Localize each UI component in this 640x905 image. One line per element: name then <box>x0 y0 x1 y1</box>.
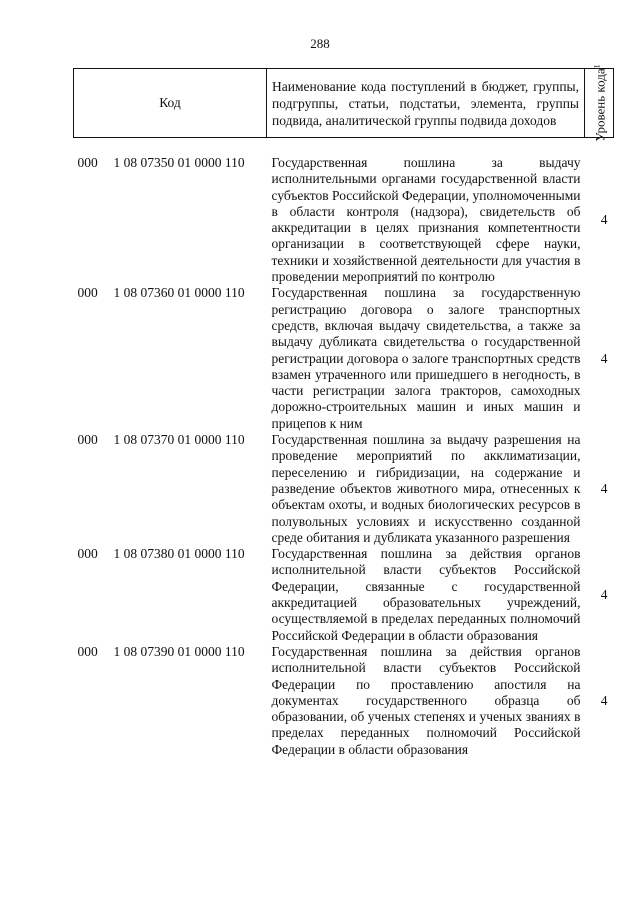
row-name: Государственная пошлина за выдачу исполнительными органами государственной власти субъектов Российской Федерации, уполномоченными в области контроля (надзора), свидетельств об аккредитации в целях признания компетентности организации в соответствующей сфере науки, техники и хозяйственной деятельности для участия в проведении мероприятий по контролю <box>271 155 581 285</box>
table-row <box>74 285 614 432</box>
header-level <box>585 64 614 142</box>
row-admin-code: 000 <box>77 432 98 448</box>
row-level: 4 <box>600 212 608 228</box>
row-name: Государственная пошлина за действия органов исполнительной власти субъектов Российской Федерации, связанные с государственной аккредитацией образовательных учреждений, осуществляемой в пределах переданных полномочий Российской Федерации в области образования <box>271 546 581 643</box>
row-name: Государственная пошлина за государственную регистрацию договора о залоге транспортных средств, включая выдачу свидетельства, а также за выдачу дубликата свидетельства о государственной регистрации договора о залоге транспортных средств взамен утраченного или пришедшего в негодность, в части регистрации залога тракторов, самоходных дорожно-строительных машин и иных машин и прицепов к ним <box>271 285 581 431</box>
revenue-codes-table <box>73 64 614 758</box>
row-level: 4 <box>600 350 608 366</box>
row-level: 4 <box>600 692 608 708</box>
table-header <box>74 64 614 142</box>
table-row <box>74 546 614 644</box>
header-level-footnote: 1 <box>592 64 602 69</box>
table-row <box>74 644 614 758</box>
row-name: Государственная пошлина за выдачу разрешения на проведение мероприятий по акклиматизации, переселению и гибридизации, на содержание и разведение объектов животного мира, отнесенных к объектам охоты, и водных биологических ресурсов в полувольных условиях и искусственно созданной среде обитания и дубликата указанного разрешения <box>271 432 581 545</box>
row-level: 4 <box>600 480 608 496</box>
row-revenue-code: 1 08 07350 01 0000 110 <box>113 155 245 170</box>
header-name: Наименование кода поступлений в бюджет, группы, подгруппы, статьи, подстатьи, элемента, группы подвида, аналитической группы подвида доходов <box>267 69 585 138</box>
page-number: 288 <box>310 36 330 51</box>
row-admin-code: 000 <box>77 155 98 170</box>
table-row <box>74 155 614 285</box>
row-revenue-code: 1 08 07380 01 0000 110 <box>113 546 245 562</box>
header-level-label: Уровень кода <box>592 68 608 142</box>
row-admin-code: 000 <box>77 285 98 301</box>
row-admin-code: 000 <box>77 546 98 562</box>
row-revenue-code: 1 08 07370 01 0000 110 <box>113 432 245 448</box>
row-revenue-code: 1 08 07360 01 0000 110 <box>113 285 245 301</box>
row-name: Государственная пошлина за действия органов исполнительной власти субъектов Российской Федерации по проставлению апостиля на документах государственного образца об образовании, об ученых степенях и ученых званиях в пределах переданных полномочий Российской Федерации в области образования <box>271 643 581 757</box>
row-level: 4 <box>600 586 608 602</box>
row-revenue-code: 1 08 07390 01 0000 110 <box>113 643 245 659</box>
table-body <box>74 138 614 758</box>
table-row <box>74 432 614 546</box>
row-admin-code: 000 <box>77 643 98 659</box>
header-code: Код <box>74 69 267 138</box>
